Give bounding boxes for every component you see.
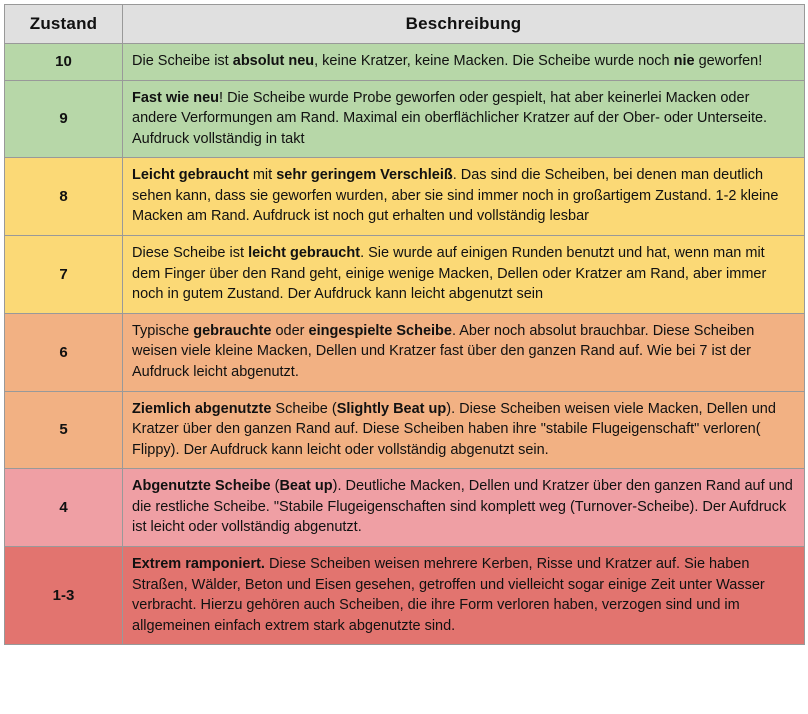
description-fragment: ( <box>270 478 280 495</box>
table-row <box>5 236 805 314</box>
table-row <box>5 313 805 391</box>
description-emphasis: gebrauchte <box>193 322 272 339</box>
grade-value: 10 <box>5 44 123 81</box>
description-fragment: Diese Scheiben weisen mehrere Kerben, Risse und Kratzer auf. Sie haben Straßen, Wälder, Beton und Eisen gesehen, getroffen und vielleicht sogar einige Zeit unter Wasser verbracht. Hierzu gehören auch Scheiben, die ihre Form verloren haben, verzogen sind und im allgemeinen einfach extrem stark abgenutzte sind. <box>132 555 765 634</box>
description-fragment: . Das sind die Scheiben, bei denen man deutlich sehen kann, dass sie geworfen wurden, aber sie sind immer noch in großartigem Zustand. 1-2 kleine Macken am Rand. Aufdruck ist noch gut erhalten und vollständig lesbar <box>132 167 779 225</box>
description-emphasis: nie <box>673 53 695 69</box>
description-emphasis: Leicht gebraucht <box>132 167 249 184</box>
table-row <box>5 546 805 644</box>
description-fragment: , keine Kratzer, keine Macken. Die Scheibe wurde noch <box>314 53 674 69</box>
description-emphasis: Extrem ramponiert. <box>132 555 265 572</box>
grade-value: 7 <box>5 236 123 314</box>
table-row <box>5 158 805 236</box>
table-body <box>5 44 805 645</box>
description-emphasis: Beat up <box>279 478 333 495</box>
grade-value: 9 <box>5 80 123 158</box>
description-text <box>123 313 805 391</box>
description-emphasis: leicht gebraucht <box>248 245 361 262</box>
description-fragment: ! Die Scheibe wurde Probe geworfen oder gespielt, hat aber keinerlei Macken oder andere Verformungen am Rand. Maximal ein oberflächlicher Kratzer auf der Ober- oder Unterseite. Aufdruck vollständig in takt <box>132 89 768 147</box>
description-text <box>123 469 805 547</box>
table-row <box>5 469 805 547</box>
description-text <box>123 546 805 644</box>
description-text <box>123 44 805 81</box>
grade-value: 8 <box>5 158 123 236</box>
description-fragment: . Aber noch absolut brauchbar. Diese Scheiben weisen viele kleine Macken, Dellen und Kratzer fast über den ganzen Rand auf. Wie bei 7 ist der Aufdruck leicht abgenutzt. <box>132 322 755 380</box>
description-text <box>123 236 805 314</box>
table-header <box>5 5 805 44</box>
description-fragment: Typische <box>132 322 194 339</box>
description-fragment: mit <box>248 167 277 184</box>
column-header-grade: Zustand <box>5 5 123 44</box>
description-fragment: oder <box>271 322 309 339</box>
table-row <box>5 80 805 158</box>
table-row <box>5 44 805 81</box>
table-header-row <box>5 5 805 44</box>
description-fragment: Diese Scheibe ist <box>132 245 249 262</box>
column-header-description: Beschreibung <box>123 5 805 44</box>
grade-value: 5 <box>5 391 123 469</box>
description-text <box>123 80 805 158</box>
description-emphasis: Fast wie neu <box>132 89 220 106</box>
description-fragment: ). Deutliche Macken, Dellen und Kratzer über den ganzen Rand auf und die restliche Scheibe. "Stabile Flugeigenschaften sind komplett weg (Turnover-Scheibe). Der Aufdruck ist leicht oder vollständig abgenutzt. <box>132 478 793 536</box>
table-row <box>5 391 805 469</box>
description-fragment: geworfen! <box>694 53 763 69</box>
description-text <box>123 158 805 236</box>
description-emphasis: Abgenutzte Scheibe <box>132 478 271 495</box>
description-emphasis: sehr geringem Verschleiß <box>276 167 453 184</box>
grade-value: 4 <box>5 469 123 547</box>
grade-value: 6 <box>5 313 123 391</box>
description-fragment: Scheibe ( <box>271 400 337 417</box>
description-emphasis: absolut neu <box>232 53 315 69</box>
disc-condition-table <box>4 4 805 645</box>
description-fragment: ). Diese Scheiben weisen viele Macken, Dellen und Kratzer über den ganzen Rand auf. Diese Scheiben haben ihre "stabile Flugeigenschaft" verloren( Flippy). Der Aufdruck kann leicht oder vollständig abgenutzt sein. <box>132 400 776 458</box>
description-emphasis: Slightly Beat up <box>336 400 447 417</box>
description-emphasis: eingespielte Scheibe <box>308 322 452 339</box>
description-fragment: . Sie wurde auf einigen Runden benutzt und hat, wenn man mit dem Finger über den Rand geht, einige wenige Macken, Dellen oder Kratzer am Rand, aber immer noch in gutem Zustand. Der Aufdruck kann leicht abgenutzt sein <box>132 245 767 303</box>
description-fragment: Die Scheibe ist <box>132 53 233 69</box>
description-emphasis: Ziemlich abgenutzte <box>132 400 272 417</box>
description-text <box>123 391 805 469</box>
grade-value: 1-3 <box>5 546 123 644</box>
